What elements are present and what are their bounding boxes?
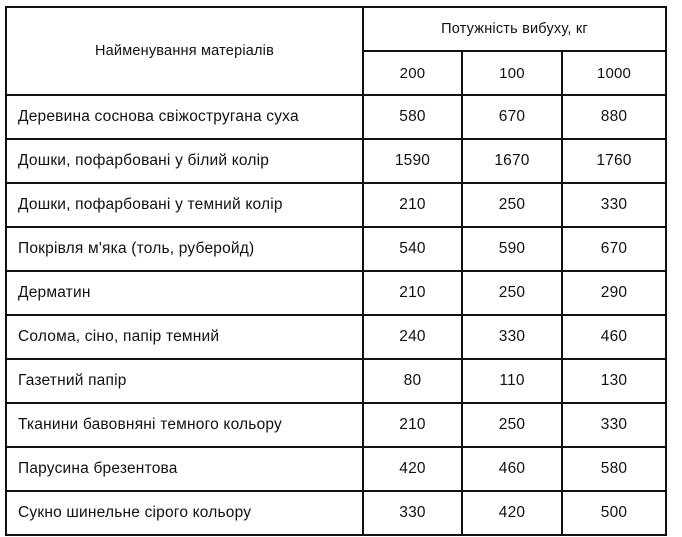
table-cell: 250 xyxy=(462,183,562,227)
table-cell: 250 xyxy=(462,271,562,315)
table-cell: 250 xyxy=(462,403,562,447)
table-row xyxy=(6,271,666,315)
material-name: Солома, сіно, папір темний xyxy=(6,315,363,359)
material-name: Дерматин xyxy=(6,271,363,315)
table-cell: 1670 xyxy=(462,139,562,183)
materials-table xyxy=(5,6,667,536)
table-cell: 580 xyxy=(363,95,462,139)
table-cell: 540 xyxy=(363,227,462,271)
table-row xyxy=(6,183,666,227)
document-page xyxy=(5,6,667,536)
table-cell: 880 xyxy=(562,95,666,139)
table-cell: 670 xyxy=(562,227,666,271)
table-row xyxy=(6,447,666,491)
table-cell: 420 xyxy=(363,447,462,491)
material-name: Газетний папір xyxy=(6,359,363,403)
table-cell: 290 xyxy=(562,271,666,315)
material-name: Дошки, пофарбовані у темний колір xyxy=(6,183,363,227)
explosion-power-header: Потужність вибуху, кг xyxy=(363,7,666,51)
column-header: 200 xyxy=(363,51,462,95)
table-cell: 590 xyxy=(462,227,562,271)
table-body xyxy=(6,95,666,535)
table-cell: 580 xyxy=(562,447,666,491)
table-cell: 210 xyxy=(363,403,462,447)
table-cell: 500 xyxy=(562,491,666,535)
table-cell: 670 xyxy=(462,95,562,139)
table-row xyxy=(6,315,666,359)
table-cell: 420 xyxy=(462,491,562,535)
material-name: Деревина соснова свіжостругана суха xyxy=(6,95,363,139)
material-name: Тканини бавовняні темного кольору xyxy=(6,403,363,447)
table-row xyxy=(6,95,666,139)
table-cell: 240 xyxy=(363,315,462,359)
table-cell: 1760 xyxy=(562,139,666,183)
table-cell: 330 xyxy=(462,315,562,359)
table-cell: 110 xyxy=(462,359,562,403)
material-name: Покрівля м'яка (толь, руберойд) xyxy=(6,227,363,271)
table-row xyxy=(6,227,666,271)
table-cell: 330 xyxy=(562,183,666,227)
table-cell: 130 xyxy=(562,359,666,403)
header-row-top xyxy=(6,7,666,51)
table-row xyxy=(6,491,666,535)
table-cell: 210 xyxy=(363,183,462,227)
table-row xyxy=(6,359,666,403)
table-row xyxy=(6,403,666,447)
table-cell: 460 xyxy=(562,315,666,359)
materials-header: Найменування матеріалів xyxy=(6,7,363,95)
table-cell: 1590 xyxy=(363,139,462,183)
column-header: 1000 xyxy=(562,51,666,95)
table-cell: 210 xyxy=(363,271,462,315)
material-name: Дошки, пофарбовані у білий колір xyxy=(6,139,363,183)
table-cell: 330 xyxy=(363,491,462,535)
table-cell: 460 xyxy=(462,447,562,491)
material-name: Парусина брезентова xyxy=(6,447,363,491)
table-row xyxy=(6,139,666,183)
column-header: 100 xyxy=(462,51,562,95)
material-name: Сукно шинельне сірого кольору xyxy=(6,491,363,535)
table-cell: 80 xyxy=(363,359,462,403)
table-cell: 330 xyxy=(562,403,666,447)
